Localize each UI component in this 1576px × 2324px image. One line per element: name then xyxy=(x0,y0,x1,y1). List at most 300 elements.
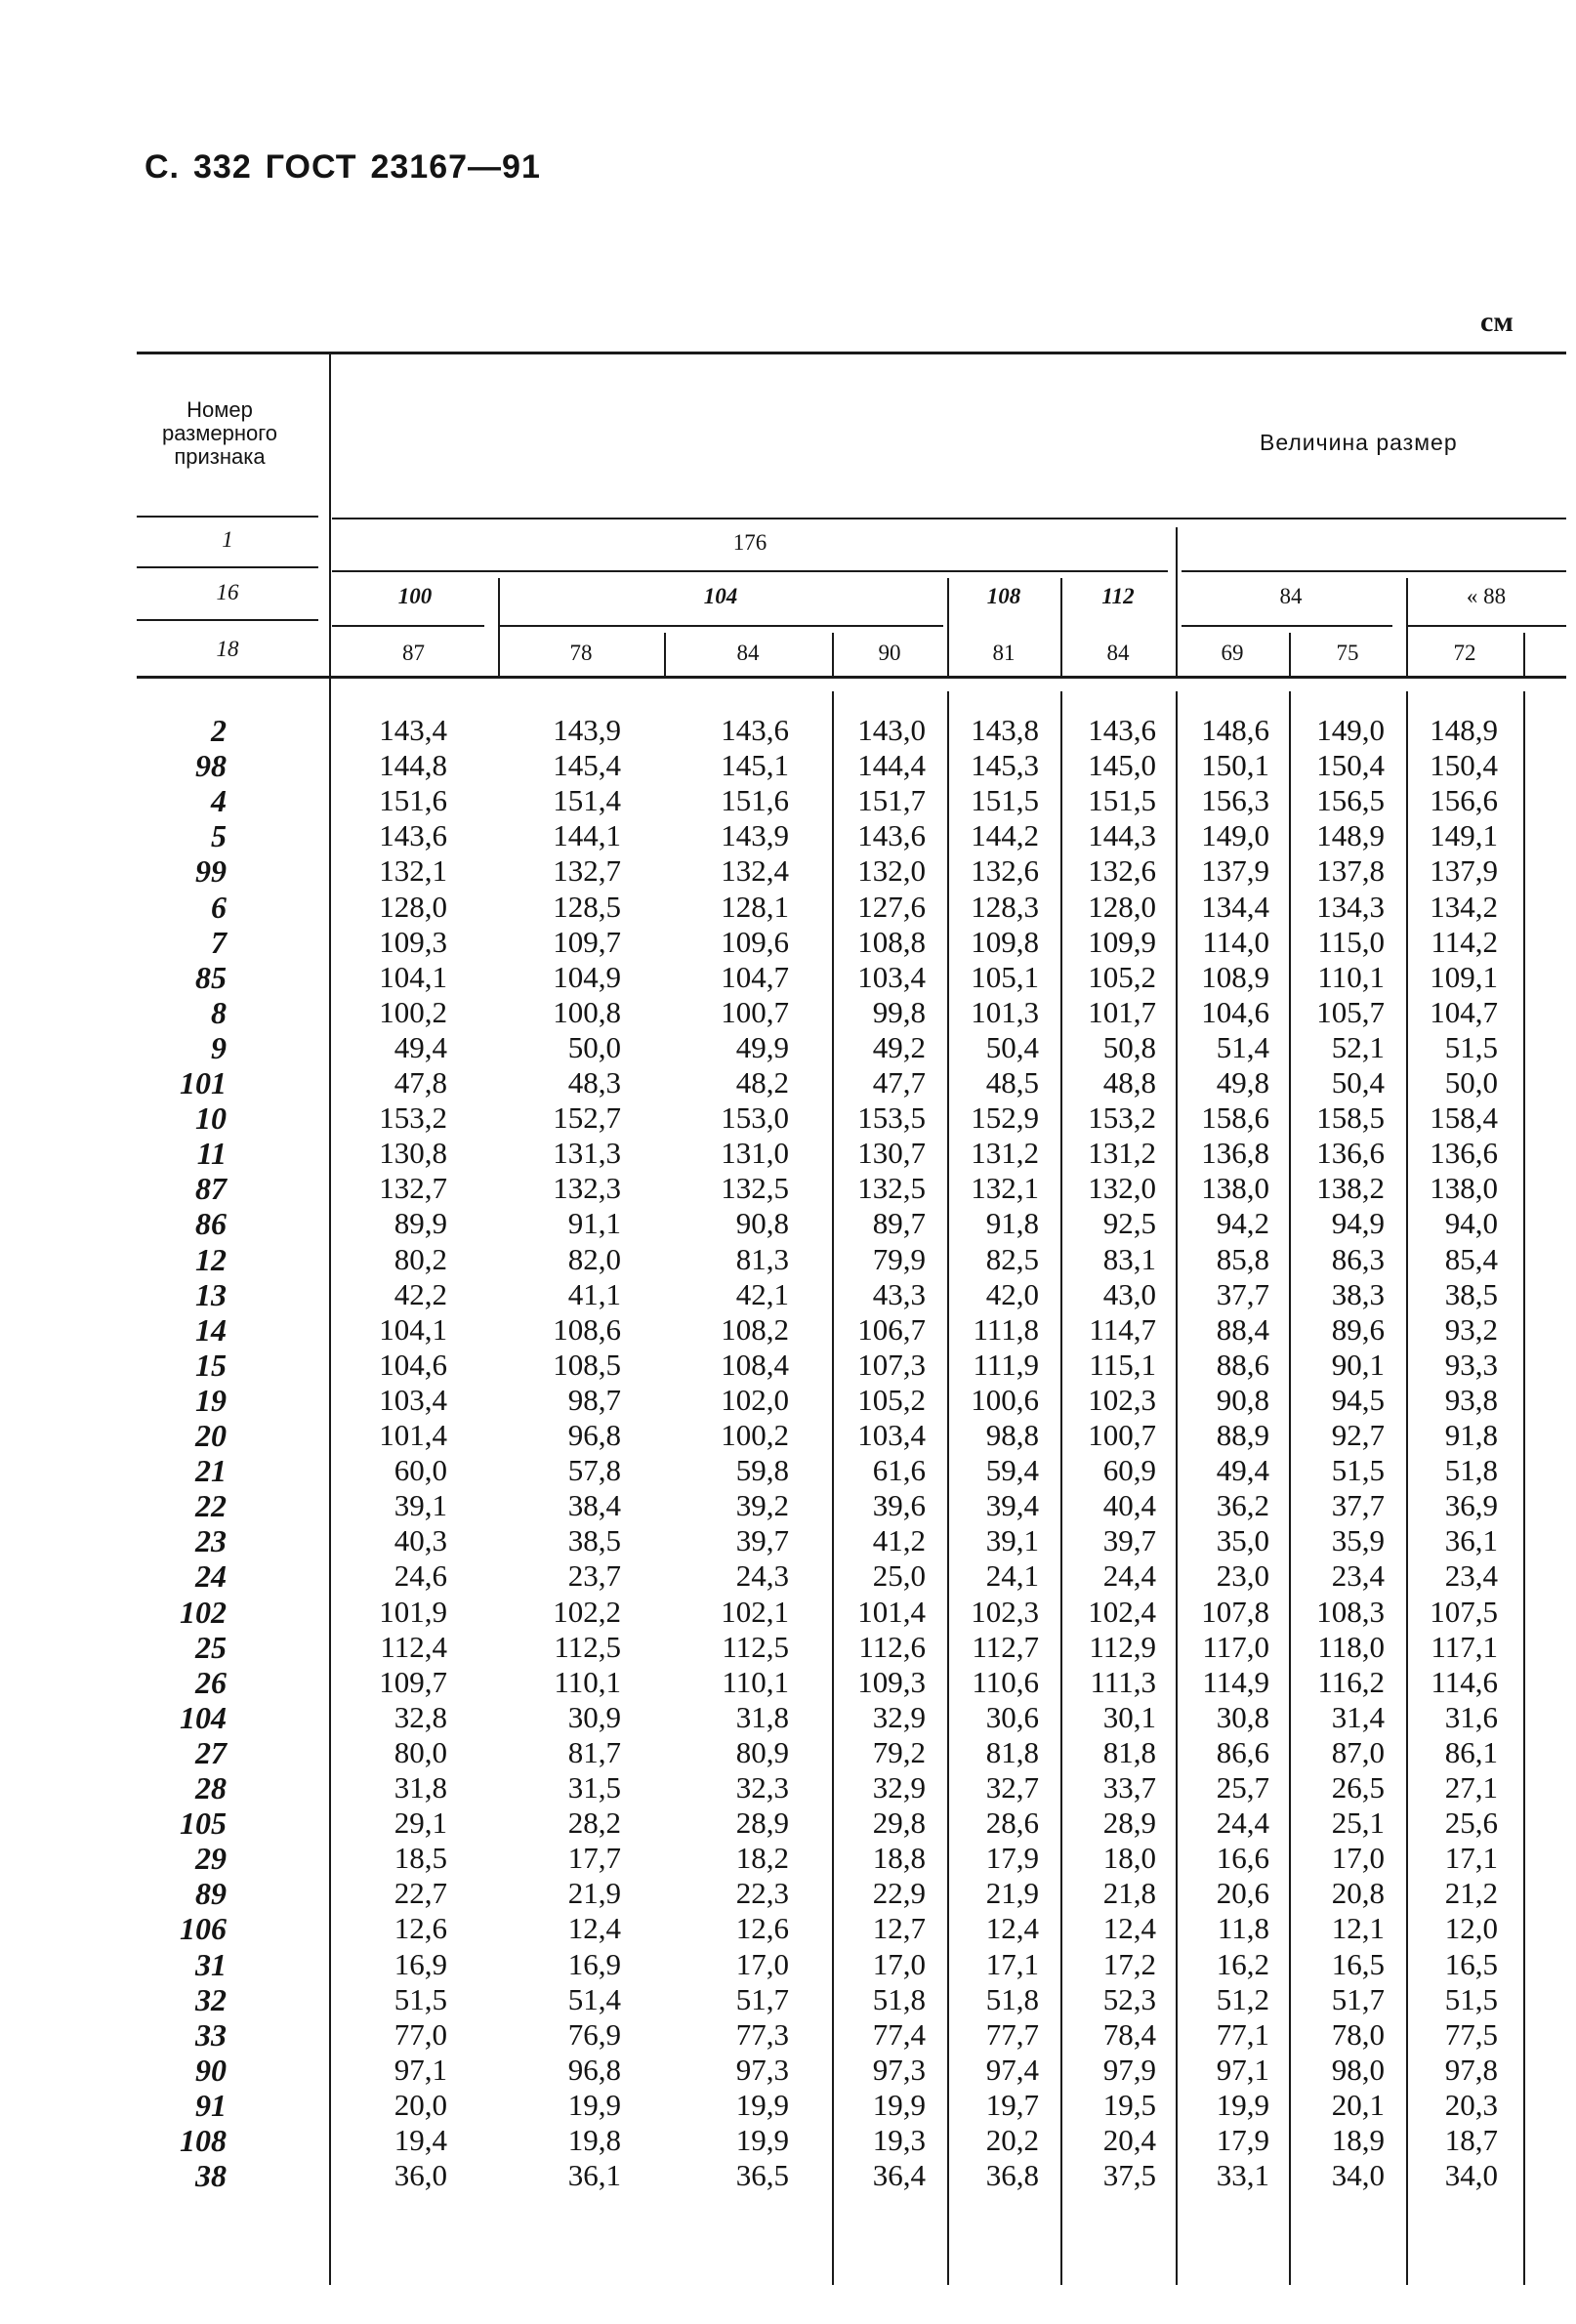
header-cell: 81 xyxy=(992,641,1016,665)
horizontal-rule xyxy=(1182,570,1566,572)
table-cell: 104,9 xyxy=(553,959,621,994)
table-cell: 112,4 xyxy=(380,1629,447,1664)
table-cell: 94,5 xyxy=(1331,1382,1385,1417)
table-cell: 31,8 xyxy=(394,1770,447,1805)
horizontal-rule xyxy=(137,516,318,518)
table-cell: 25,7 xyxy=(1216,1770,1269,1805)
table-cell: 145,1 xyxy=(721,748,789,783)
table-cell: 110,6 xyxy=(972,1664,1039,1699)
table-row xyxy=(0,783,1576,818)
table-cell: 18,2 xyxy=(735,1841,789,1876)
table-cell: 145,4 xyxy=(553,748,621,783)
table-row xyxy=(0,1630,1576,1665)
table-cell: 104,1 xyxy=(379,1311,447,1347)
table-cell: 137,9 xyxy=(1201,853,1269,889)
row-number: 15 xyxy=(195,1347,227,1383)
table-cell: 57,8 xyxy=(567,1453,621,1488)
table-cell: 43,0 xyxy=(1102,1276,1156,1311)
header-cell: 72 xyxy=(1453,641,1476,665)
table-cell: 49,4 xyxy=(1216,1453,1269,1488)
table-cell: 34,0 xyxy=(1444,2158,1498,2193)
table-row xyxy=(0,1383,1576,1418)
table-cell: 30,9 xyxy=(567,1699,621,1734)
table-cell: 19,4 xyxy=(394,2123,447,2157)
table-cell: 102,4 xyxy=(1088,1594,1156,1629)
row-number: 7 xyxy=(211,924,227,960)
table-cell: 25,1 xyxy=(1331,1805,1385,1841)
table-cell: 30,6 xyxy=(985,1699,1039,1734)
table-cell: 23,0 xyxy=(1216,1558,1269,1594)
table-cell: 78,4 xyxy=(1102,2016,1156,2052)
horizontal-rule xyxy=(137,619,318,621)
table-cell: 101,9 xyxy=(379,1594,447,1629)
table-cell: 41,1 xyxy=(567,1276,621,1311)
table-cell: 51,4 xyxy=(567,1981,621,2016)
table-cell: 30,1 xyxy=(1102,1699,1156,1734)
table-cell: 20,2 xyxy=(985,2123,1039,2157)
table-row xyxy=(0,1418,1576,1453)
table-cell: 117,0 xyxy=(1202,1629,1269,1664)
table-cell: 36,1 xyxy=(567,2158,621,2193)
table-cell: 143,9 xyxy=(721,818,789,853)
table-cell: 131,0 xyxy=(721,1136,789,1171)
row-number: 87 xyxy=(195,1171,227,1207)
table-cell: 18,9 xyxy=(1331,2123,1385,2157)
table-row xyxy=(0,748,1576,783)
table-cell: 19,9 xyxy=(1216,2087,1269,2122)
table-cell: 130,7 xyxy=(857,1136,926,1171)
table-row xyxy=(0,1312,1576,1348)
table-cell: 99,8 xyxy=(872,994,926,1029)
table-cell: 32,7 xyxy=(985,1770,1039,1805)
table-cell: 50,0 xyxy=(567,1029,621,1064)
table-cell: 105,2 xyxy=(1088,959,1156,994)
row-number: 98 xyxy=(195,748,227,784)
table-cell: 98,8 xyxy=(985,1418,1039,1452)
table-cell: 144,8 xyxy=(379,748,447,783)
table-cell: 51,5 xyxy=(394,1981,447,2016)
table-cell: 80,2 xyxy=(394,1241,447,1276)
header-cell: 87 xyxy=(402,641,425,665)
table-cell: 81,3 xyxy=(735,1241,789,1276)
rowlabel-caption xyxy=(117,398,322,469)
row-number: 4 xyxy=(211,783,227,819)
table-cell: 137,8 xyxy=(1316,853,1385,889)
row-number: 105 xyxy=(180,1805,227,1842)
table-cell: 88,9 xyxy=(1216,1418,1269,1452)
table-cell: 42,2 xyxy=(394,1276,447,1311)
table-cell: 23,4 xyxy=(1331,1558,1385,1594)
table-row xyxy=(0,1348,1576,1383)
table-row xyxy=(0,2158,1576,2193)
table-cell: 98,7 xyxy=(567,1382,621,1417)
table-cell: 28,9 xyxy=(1102,1805,1156,1841)
table-cell: 39,7 xyxy=(1102,1523,1156,1558)
table-cell: 49,4 xyxy=(394,1029,447,1064)
row-number: 108 xyxy=(180,2123,227,2158)
table-cell: 36,9 xyxy=(1444,1488,1498,1523)
table-cell: 118,0 xyxy=(1317,1629,1385,1664)
table-cell: 25,0 xyxy=(872,1558,926,1594)
table-row xyxy=(0,1065,1576,1100)
row-number: 91 xyxy=(195,2087,227,2123)
table-cell: 114,2 xyxy=(1431,924,1498,959)
table-cell: 77,3 xyxy=(735,2016,789,2052)
row-number: 24 xyxy=(195,1558,227,1595)
table-row xyxy=(0,713,1576,748)
table-cell: 59,4 xyxy=(985,1453,1039,1488)
row-number: 10 xyxy=(195,1100,227,1137)
table-cell: 108,5 xyxy=(553,1347,621,1382)
table-cell: 132,0 xyxy=(1088,1171,1156,1206)
table-cell: 92,7 xyxy=(1331,1418,1385,1452)
header-cell: 112 xyxy=(1101,584,1135,608)
table-cell: 24,6 xyxy=(394,1558,447,1594)
table-row xyxy=(0,1136,1576,1171)
table-cell: 12,1 xyxy=(1331,1911,1385,1946)
table-cell: 38,5 xyxy=(567,1523,621,1558)
table-cell: 25,6 xyxy=(1444,1805,1498,1841)
row-number: 29 xyxy=(195,1841,227,1877)
table-cell: 104,6 xyxy=(1201,994,1269,1029)
table-cell: 145,0 xyxy=(1088,748,1156,783)
row-number: 23 xyxy=(195,1523,227,1559)
table-cell: 102,1 xyxy=(721,1594,789,1629)
table-cell: 18,8 xyxy=(872,1841,926,1876)
table-cell: 100,7 xyxy=(721,994,789,1029)
table-cell: 101,4 xyxy=(379,1418,447,1452)
table-cell: 22,7 xyxy=(394,1876,447,1911)
table-cell: 151,6 xyxy=(379,783,447,818)
horizontal-rule xyxy=(137,566,318,568)
table-cell: 36,5 xyxy=(735,2158,789,2193)
table-row xyxy=(0,1100,1576,1136)
table-cell: 136,6 xyxy=(1430,1136,1498,1171)
row-number: 99 xyxy=(195,853,227,890)
table-cell: 32,9 xyxy=(872,1770,926,1805)
table-cell: 17,2 xyxy=(1102,1946,1156,1981)
table-row xyxy=(0,1700,1576,1735)
table-cell: 61,6 xyxy=(872,1453,926,1488)
row-number: 32 xyxy=(195,1981,227,2017)
table-cell: 109,3 xyxy=(857,1664,926,1699)
page-header xyxy=(145,148,555,187)
table-row xyxy=(0,995,1576,1030)
table-cell: 144,2 xyxy=(971,818,1039,853)
table-cell: 36,0 xyxy=(394,2158,447,2193)
row-number: 27 xyxy=(195,1734,227,1770)
table-cell: 76,9 xyxy=(567,2016,621,2052)
table-cell: 86,1 xyxy=(1444,1734,1498,1769)
unit-label: см xyxy=(1480,306,1514,338)
table-cell: 80,9 xyxy=(735,1734,789,1769)
table-cell: 148,9 xyxy=(1316,818,1385,853)
table-cell: 28,2 xyxy=(567,1805,621,1841)
table-cell: 51,2 xyxy=(1216,1981,1269,2016)
table-row xyxy=(0,1595,1576,1630)
table-cell: 83,1 xyxy=(1102,1241,1156,1276)
table-cell: 108,4 xyxy=(721,1347,789,1382)
row-number: 89 xyxy=(195,1876,227,1912)
table-cell: 86,3 xyxy=(1331,1241,1385,1276)
table-cell: 42,0 xyxy=(985,1276,1039,1311)
table-cell: 151,4 xyxy=(553,783,621,818)
header-row-label: 16 xyxy=(216,580,239,604)
row-number: 102 xyxy=(180,1594,227,1630)
table-cell: 100,2 xyxy=(379,994,447,1029)
table-cell: 112,7 xyxy=(972,1629,1039,1664)
table-cell: 39,6 xyxy=(872,1488,926,1523)
table-cell: 151,6 xyxy=(721,783,789,818)
table-cell: 101,3 xyxy=(971,994,1039,1029)
table-cell: 50,4 xyxy=(1331,1065,1385,1100)
table-cell: 108,6 xyxy=(553,1311,621,1347)
table-cell: 109,7 xyxy=(553,924,621,959)
table-cell: 19,9 xyxy=(735,2123,789,2157)
table-cell: 111,9 xyxy=(973,1347,1039,1382)
table-cell: 82,0 xyxy=(567,1241,621,1276)
table-cell: 23,4 xyxy=(1444,1558,1498,1594)
table-cell: 19,3 xyxy=(872,2123,926,2157)
table-cell: 12,4 xyxy=(567,1911,621,1946)
rowlabel-caption-line: признака xyxy=(174,444,266,469)
row-number: 21 xyxy=(195,1453,227,1489)
table-cell: 52,1 xyxy=(1331,1029,1385,1064)
table-cell: 98,0 xyxy=(1331,2052,1385,2087)
table-cell: 51,5 xyxy=(1444,1981,1498,2016)
table-cell: 12,7 xyxy=(872,1911,926,1946)
table-cell: 138,0 xyxy=(1201,1171,1269,1206)
table-cell: 82,5 xyxy=(985,1241,1039,1276)
table-cell: 18,0 xyxy=(1102,1841,1156,1876)
table-cell: 32,3 xyxy=(735,1770,789,1805)
table-cell: 19,8 xyxy=(567,2123,621,2157)
table-cell: 77,4 xyxy=(872,2016,926,2052)
table-cell: 39,4 xyxy=(985,1488,1039,1523)
header-cell: « 88 xyxy=(1466,584,1507,608)
table-cell: 49,9 xyxy=(735,1029,789,1064)
row-number: 31 xyxy=(195,1946,227,1982)
vertical-rule xyxy=(1523,633,1525,676)
table-cell: 128,0 xyxy=(1088,889,1156,924)
table-cell: 21,9 xyxy=(985,1876,1039,1911)
table-cell: 90,1 xyxy=(1331,1347,1385,1382)
table-cell: 102,3 xyxy=(1088,1382,1156,1417)
table-cell: 94,2 xyxy=(1216,1206,1269,1241)
table-cell: 91,8 xyxy=(985,1206,1039,1241)
row-number: 22 xyxy=(195,1488,227,1524)
table-cell: 36,4 xyxy=(872,2158,926,2193)
horizontal-rule xyxy=(137,352,1566,354)
table-cell: 100,2 xyxy=(721,1418,789,1452)
row-number: 11 xyxy=(196,1136,227,1172)
rowlabel-caption-line: размерного xyxy=(161,421,278,445)
table-cell: 40,4 xyxy=(1102,1488,1156,1523)
table-cell: 35,9 xyxy=(1331,1523,1385,1558)
table-cell: 132,6 xyxy=(971,853,1039,889)
table-cell: 20,6 xyxy=(1216,1876,1269,1911)
row-number: 38 xyxy=(195,2158,227,2194)
header-cell: 69 xyxy=(1221,641,1244,665)
table-cell: 100,7 xyxy=(1088,1418,1156,1452)
table-cell: 136,8 xyxy=(1201,1136,1269,1171)
table-cell: 38,3 xyxy=(1331,1276,1385,1311)
table-cell: 12,4 xyxy=(985,1911,1039,1946)
table-cell: 19,5 xyxy=(1102,2087,1156,2122)
table-row xyxy=(0,1876,1576,1911)
table-cell: 145,3 xyxy=(971,748,1039,783)
table-cell: 150,4 xyxy=(1430,748,1498,783)
table-cell: 86,6 xyxy=(1216,1734,1269,1769)
horizontal-rule xyxy=(498,625,943,627)
table-cell: 104,7 xyxy=(721,959,789,994)
horizontal-rule xyxy=(332,570,1168,572)
table-cell: 36,8 xyxy=(985,2158,1039,2193)
table-cell: 156,3 xyxy=(1201,783,1269,818)
table-cell: 130,8 xyxy=(379,1136,447,1171)
table-cell: 112,5 xyxy=(722,1629,789,1664)
table-row xyxy=(0,890,1576,925)
table-row xyxy=(0,2088,1576,2123)
table-row xyxy=(0,1735,1576,1770)
table-cell: 128,1 xyxy=(721,889,789,924)
table-row xyxy=(0,925,1576,960)
table-cell: 18,5 xyxy=(394,1841,447,1876)
table-row xyxy=(0,1558,1576,1594)
table-cell: 16,5 xyxy=(1331,1946,1385,1981)
table-cell: 34,0 xyxy=(1331,2158,1385,2193)
table-cell: 47,7 xyxy=(872,1065,926,1100)
table-cell: 49,8 xyxy=(1216,1065,1269,1100)
header-cell: 84 xyxy=(736,641,760,665)
table-cell: 77,0 xyxy=(394,2016,447,2052)
table-cell: 21,9 xyxy=(567,1876,621,1911)
table-cell: 40,3 xyxy=(394,1523,447,1558)
table-cell: 143,6 xyxy=(379,818,447,853)
table-cell: 143,9 xyxy=(553,713,621,747)
table-cell: 150,4 xyxy=(1316,748,1385,783)
table-cell: 107,8 xyxy=(1201,1594,1269,1629)
table-cell: 35,0 xyxy=(1216,1523,1269,1558)
table-cell: 22,9 xyxy=(872,1876,926,1911)
table-cell: 77,7 xyxy=(985,2016,1039,2052)
table-cell: 116,2 xyxy=(1317,1664,1385,1699)
table-cell: 38,4 xyxy=(567,1488,621,1523)
table-cell: 16,9 xyxy=(567,1946,621,1981)
table-cell: 143,8 xyxy=(971,713,1039,747)
row-number: 2 xyxy=(211,713,227,748)
table-cell: 36,1 xyxy=(1444,1523,1498,1558)
table-cell: 16,9 xyxy=(394,1946,447,1981)
table-cell: 111,3 xyxy=(1090,1664,1156,1699)
table-cell: 105,1 xyxy=(971,959,1039,994)
table-cell: 96,8 xyxy=(567,2052,621,2087)
table-cell: 21,2 xyxy=(1444,1876,1498,1911)
table-row xyxy=(0,1453,1576,1488)
page-number: 332 xyxy=(193,148,252,186)
table-row xyxy=(0,2123,1576,2158)
row-number: 101 xyxy=(180,1065,227,1100)
table-cell: 149,0 xyxy=(1316,713,1385,747)
table-cell: 101,7 xyxy=(1088,994,1156,1029)
table-cell: 138,0 xyxy=(1430,1171,1498,1206)
table-cell: 77,5 xyxy=(1444,2016,1498,2052)
table-cell: 144,4 xyxy=(857,748,926,783)
table-cell: 110,1 xyxy=(554,1664,621,1699)
table-cell: 31,6 xyxy=(1444,1699,1498,1734)
header-cell: 176 xyxy=(732,530,767,555)
table-cell: 90,8 xyxy=(735,1206,789,1241)
table-row xyxy=(0,1841,1576,1876)
table-cell: 89,6 xyxy=(1331,1311,1385,1347)
table-cell: 111,8 xyxy=(973,1311,1039,1347)
row-number: 8 xyxy=(211,994,227,1030)
table-cell: 94,9 xyxy=(1331,1206,1385,1241)
table-cell: 153,2 xyxy=(1088,1100,1156,1136)
table-cell: 43,3 xyxy=(872,1276,926,1311)
header-cell: 108 xyxy=(986,584,1021,608)
table-cell: 149,0 xyxy=(1201,818,1269,853)
table-cell: 104,6 xyxy=(379,1347,447,1382)
table-cell: 110,1 xyxy=(722,1664,789,1699)
table-cell: 150,1 xyxy=(1201,748,1269,783)
table-cell: 104,1 xyxy=(379,959,447,994)
horizontal-rule xyxy=(332,625,484,627)
table-cell: 102,2 xyxy=(553,1594,621,1629)
table-cell: 114,7 xyxy=(1089,1311,1156,1347)
standard-label: ГОСТ xyxy=(265,148,357,186)
header-cell: 104 xyxy=(703,584,738,608)
table-row xyxy=(0,1242,1576,1277)
table-cell: 18,7 xyxy=(1444,2123,1498,2157)
table-cell: 17,1 xyxy=(1444,1841,1498,1876)
table-cell: 39,7 xyxy=(735,1523,789,1558)
table-row xyxy=(0,1805,1576,1841)
horizontal-rule xyxy=(332,518,1566,519)
row-number: 12 xyxy=(195,1241,227,1277)
table-cell: 88,4 xyxy=(1216,1311,1269,1347)
table-cell: 103,4 xyxy=(857,959,926,994)
table-cell: 152,7 xyxy=(553,1100,621,1136)
table-cell: 51,8 xyxy=(985,1981,1039,2016)
table-cell: 19,9 xyxy=(735,2087,789,2122)
table-cell: 32,8 xyxy=(394,1699,447,1734)
table-cell: 17,0 xyxy=(1331,1841,1385,1876)
table-cell: 38,5 xyxy=(1444,1276,1498,1311)
table-cell: 50,4 xyxy=(985,1029,1039,1064)
table-cell: 115,1 xyxy=(1089,1347,1156,1382)
table-cell: 108,9 xyxy=(1201,959,1269,994)
table-cell: 143,6 xyxy=(721,713,789,747)
table-cell: 128,0 xyxy=(379,889,447,924)
table-cell: 93,8 xyxy=(1444,1382,1498,1417)
row-number: 86 xyxy=(195,1206,227,1242)
table-cell: 100,8 xyxy=(553,994,621,1029)
table-cell: 24,4 xyxy=(1216,1805,1269,1841)
table-cell: 80,0 xyxy=(394,1734,447,1769)
table-cell: 132,4 xyxy=(721,853,789,889)
table-cell: 51,5 xyxy=(1444,1029,1498,1064)
table-cell: 156,5 xyxy=(1316,783,1385,818)
table-row xyxy=(0,1947,1576,1982)
table-cell: 39,2 xyxy=(735,1488,789,1523)
table-cell: 132,0 xyxy=(857,853,926,889)
row-number: 13 xyxy=(195,1276,227,1312)
table-cell: 88,6 xyxy=(1216,1347,1269,1382)
table-cell: 97,3 xyxy=(872,2052,926,2087)
table-cell: 153,0 xyxy=(721,1100,789,1136)
table-cell: 132,7 xyxy=(553,853,621,889)
